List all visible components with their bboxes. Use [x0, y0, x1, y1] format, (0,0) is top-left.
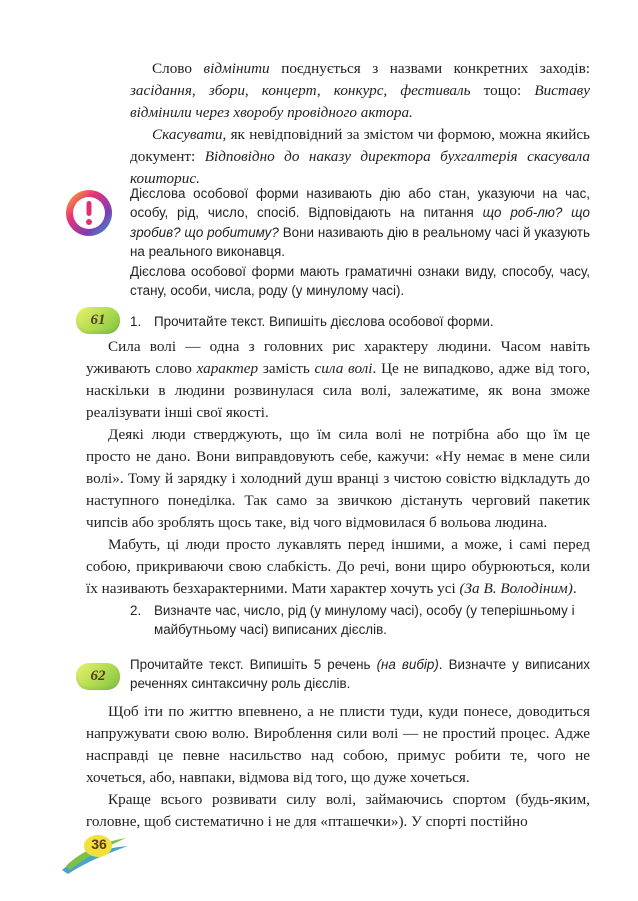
- keyword: характер: [196, 360, 259, 377]
- task-number: 1.: [130, 314, 142, 329]
- example-list: засідання, збори, концерт, конкурс, фестиваль: [130, 82, 471, 99]
- question-words: що роб-лю? що зробив? що робитиму?: [130, 205, 590, 240]
- exercise-62-text: [86, 701, 590, 833]
- task-text: Прочитайте текст. Випишіть дієслова особової форми.: [154, 314, 494, 329]
- exercise-61-task-1: [130, 312, 590, 331]
- text-run: Прочитайте текст. Випишіть 5 речень: [130, 657, 377, 672]
- task-text: Визначте час, число, рід (у минулому часі), особу (у теперішньому і майбутньому часі) виписаних дієслів.: [154, 603, 575, 638]
- exercise-number-badge: 61: [76, 307, 120, 334]
- keyword: сила волі: [314, 360, 373, 377]
- page-number: 36: [91, 836, 107, 852]
- text-paragraph-2: Краще всього розвивати силу волі, займаючись спортом (будь-яким, головне, щоб систематично і не для «пташечки»). У спорті постійно: [86, 791, 590, 830]
- exercise-61-text: [86, 336, 590, 600]
- text-run: Слово: [152, 60, 204, 77]
- text-run: Мабуть, ці люди просто лукавлять перед іншими, а може, і самі перед собою, прикриваючи свою слабкість. До речі, вони щиро обурюються, коли їх називають безхарактерними. Мати характер хочуть усі: [86, 536, 590, 597]
- intro-section: [130, 58, 590, 190]
- task-note: (на вибір): [376, 657, 439, 672]
- example-sentence: Відповідно до наказу директора бухгалтерія скасувала кошторис.: [130, 148, 591, 187]
- text-run: Дієслова особової форми називають дію або стан, указуючи на час, особу, рід, число, спосіб. Відповідають на питання: [130, 186, 590, 221]
- rule-section: [130, 184, 590, 300]
- text-run: Сила волі — одна з головних рис характеру людини. Часом навіть уживають слово: [86, 338, 590, 377]
- text-run: поєднується з назвами конкретних заходів:: [269, 60, 591, 77]
- example-sentence: Виставу відмінили через хворобу провідного актора.: [130, 82, 591, 121]
- rule-paragraph-2: Дієслова особової форми мають граматичні ознаки виду, способу, часу, стану, особи, числа, роду (у минулому часі).: [130, 263, 590, 299]
- keyword: відмінити: [203, 60, 270, 77]
- text-paragraph-3: [86, 534, 590, 600]
- text-run: .: [572, 580, 577, 597]
- text-paragraph-1: Щоб іти по життю впевнено, а не плисти туди, куди понесе, доводиться напружувати свою волю. Вироблення сили волі — не простий процес. Адже насправді це певне насильство над собою, примус робити те, чого не хочеться, або, навпаки, відмова від того, що дуже хочеться.: [86, 703, 590, 786]
- exercise-62-task: [130, 655, 590, 694]
- keyword: Скасувати: [152, 126, 223, 143]
- text-run: . Визначте у виписаних реченнях синтаксичну роль дієслів.: [130, 657, 590, 692]
- source-attribution: (За В. Володіним): [459, 580, 573, 597]
- intro-paragraph-2: [130, 124, 590, 190]
- exclamation-icon: [64, 188, 114, 238]
- task-number: 2.: [130, 603, 142, 618]
- exercise-number-badge: 62: [76, 663, 120, 690]
- rule-paragraph-1: [130, 184, 590, 262]
- text-run: . Це не випадково, адже від того, наскільки в людини розвинулася сила волі, залежатиме, як вона зможе реалізувати інші свої якості.: [86, 360, 590, 421]
- exercise-61-task-2: [130, 601, 590, 640]
- intro-paragraph-1: [130, 58, 590, 124]
- text-run: замість: [258, 360, 315, 377]
- text-paragraph-1: [86, 336, 590, 424]
- text-paragraph-2: Деякі люди стверджують, що їм сила волі не потрібна або що їм це просто не дано. Вони виправдовують себе, кажучи: «Ну немає в мене сили волі». Тому й зарядку і холодний душ вранці з чистою совістю відкладуть до наступного понеділка. Так само за звичкою дістануть черговий пакетик чипсів або зроблять щось таке, від чого відмовилася б вольова людина.: [86, 426, 590, 531]
- text-run: , як невідповідний за змістом чи формою, можна якийсь документ:: [130, 126, 590, 165]
- text-run: тощо:: [470, 82, 535, 99]
- text-run: Вони називають дію в реальному часі й указують на реального виконавця.: [130, 224, 591, 260]
